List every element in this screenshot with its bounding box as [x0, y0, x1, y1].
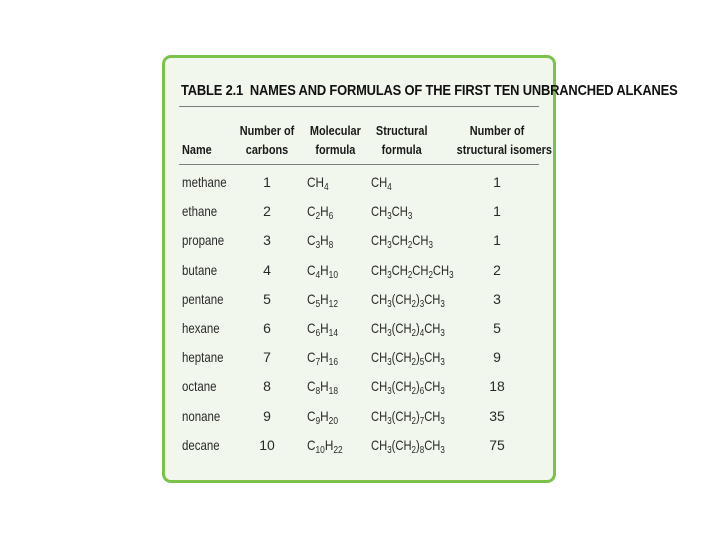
header-isomers [456, 121, 552, 159]
cell-isomers: 75 [489, 436, 505, 453]
cell-carbons: 5 [263, 290, 271, 307]
cell-structural-formula: $CH_3CH_3$ [371, 203, 413, 223]
cell-carbons: 2 [263, 203, 271, 220]
table-row [165, 258, 553, 287]
header-molecular [310, 121, 361, 159]
cell-isomers: 2 [493, 261, 501, 278]
cell-name: ethane [182, 203, 218, 220]
cell-molecular-formula: $C_9H_{20}$ [307, 407, 339, 427]
header-rule [179, 164, 539, 165]
cell-molecular-formula: $C_6H_{14}$ [307, 319, 339, 339]
cell-name: heptane [182, 349, 224, 366]
header-isomers-line1: Number of [469, 123, 525, 138]
cell-structural-formula: $CH_3CH_2CH_2CH_3$ [371, 261, 454, 281]
cell-structural-formula: $CH_3(CH_2)_3CH_3$ [371, 290, 445, 310]
cell-structural-formula: $CH_3(CH_2)_6CH_3$ [371, 378, 445, 398]
cell-isomers: 1 [493, 174, 501, 190]
cell-molecular-formula: $C_5H_{12}$ [307, 290, 339, 310]
cell-name: butane [182, 261, 218, 278]
cell-name: hexane [182, 319, 220, 336]
cell-structural-formula: $CH_3CH_2CH_3$ [371, 232, 433, 252]
cell-carbons: 8 [263, 378, 271, 395]
cell-carbons: 7 [263, 349, 271, 366]
header-carbons [233, 121, 300, 159]
header-molecular-line2: formula [315, 142, 356, 157]
cell-isomers: 1 [493, 203, 501, 220]
cell-structural-formula: $CH_3(CH_2)_8CH_3$ [371, 436, 445, 456]
alkanes-table-panel [162, 55, 678, 483]
cell-molecular-formula: $CH_4$ [307, 174, 329, 193]
cell-name: pentane [182, 290, 224, 307]
cell-structural-formula: $CH_3(CH_2)_5CH_3$ [371, 349, 445, 369]
cell-molecular-formula: $C_{10}H_{22}$ [307, 436, 343, 456]
header-carbons-line1: Number of [239, 123, 295, 138]
table-row [165, 199, 553, 228]
table-body [165, 170, 553, 462]
header-isomers-line2: structural isomers [456, 142, 552, 157]
table-row [165, 228, 553, 257]
header-molecular-line1: Molecular [309, 123, 361, 138]
cell-molecular-formula: $C_2H_6$ [307, 203, 334, 223]
cell-carbons: 4 [263, 261, 271, 278]
cell-molecular-formula: $C_7H_{16}$ [307, 349, 339, 369]
cell-isomers: 18 [489, 378, 505, 395]
header-name: Name [182, 142, 212, 157]
table-title [181, 82, 678, 99]
cell-isomers: 35 [489, 407, 505, 424]
cell-structural-formula: $CH_3(CH_2)_7CH_3$ [371, 407, 445, 427]
header-carbons-line2: carbons [245, 142, 289, 157]
cell-carbons: 6 [263, 319, 271, 336]
header-structural [376, 121, 428, 159]
cell-name: methane [182, 174, 227, 190]
table-row [165, 316, 553, 345]
table-row [165, 433, 553, 462]
table-row [165, 404, 553, 433]
header-structural-line2: formula [381, 142, 422, 157]
cell-structural-formula: $CH_3(CH_2)_4CH_3$ [371, 319, 445, 339]
cell-name: octane [182, 378, 217, 395]
table-row [165, 170, 553, 199]
top-rule [179, 106, 539, 107]
cell-molecular-formula: $C_8H_{18}$ [307, 378, 339, 398]
cell-molecular-formula: $C_3H_8$ [307, 232, 334, 252]
table-row [165, 287, 553, 316]
cell-name: propane [182, 232, 225, 249]
cell-isomers: 1 [493, 232, 501, 249]
cell-carbons: 10 [259, 436, 275, 453]
cell-name: decane [182, 436, 220, 453]
table-row [165, 374, 553, 403]
cell-isomers: 3 [493, 290, 501, 307]
table-caption: NAMES AND FORMULAS OF THE FIRST TEN UNBRANCHED ALKANES [249, 82, 678, 99]
table-row [165, 345, 553, 374]
cell-structural-formula: $CH_4$ [371, 174, 392, 193]
cell-isomers: 9 [493, 349, 501, 366]
cell-carbons: 9 [263, 407, 271, 424]
cell-molecular-formula: $C_4H_{10}$ [307, 261, 339, 281]
table-label: TABLE 2.1 [181, 82, 244, 99]
cell-carbons: 1 [263, 174, 271, 190]
cell-carbons: 3 [263, 232, 271, 249]
cell-isomers: 5 [493, 319, 501, 336]
cell-name: nonane [182, 407, 221, 424]
header-structural-line1: Structural [375, 123, 428, 138]
